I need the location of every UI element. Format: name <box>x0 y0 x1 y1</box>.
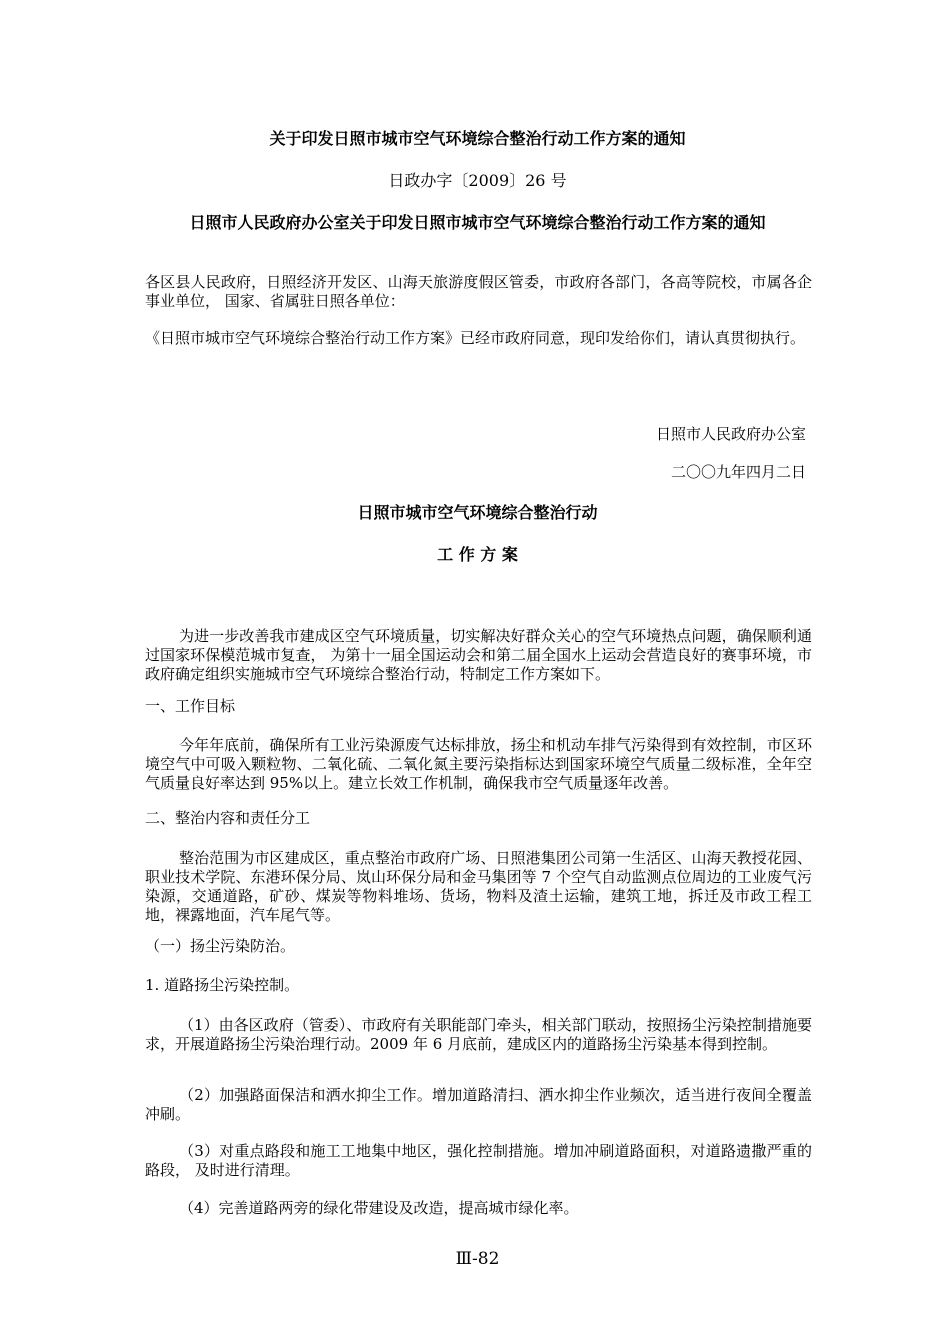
plan-subtitle: 工 作 方 案 <box>437 545 518 564</box>
notice-title: 关于印发日照市城市空气环境综合整治行动工作方案的通知 <box>269 129 686 148</box>
section-heading-goals: 一、工作目标 <box>145 697 236 715</box>
measure-paragraph-3: （3）对重点路段和施工工地集中地区，强化控制措施。增加冲刷道路面积，对道路遗撒严重的路段， 及时进行清理。 <box>145 1142 812 1179</box>
tasks-paragraph: 整治范围为市区建成区，重点整治市政府广场、日照港集团公司第一生活区、山海天教授花园、职业技术学院、东港环保分局、岚山环保分局和金马集团等 7 个空气自动监测点位周边的工业废气污染源，交通道路，矿砂、煤炭等物料堆场、货场，物料及渣土运输，建筑工地，拆迁及市政工程工地，裸露地面，汽车尾气等。 <box>145 849 812 924</box>
issuer-signature: 日照市人民政府办公室 <box>655 425 806 443</box>
notice-body-paragraph: 《日照市城市空气环境综合整治行动工作方案》已经市政府同意，现印发给你们，请认真贯彻执行。 <box>145 329 806 347</box>
measure-paragraph-4: （4）完善道路两旁的绿化带建设及改造，提高城市绿化率。 <box>179 1199 579 1217</box>
notice-heading: 日照市人民政府办公室关于印发日照市城市空气环境综合整治行动工作方案的通知 <box>189 213 766 232</box>
issue-date: 二〇〇九年四月二日 <box>670 463 806 481</box>
recipients-paragraph: 各区县人民政府，日照经济开发区、山海天旅游度假区管委，市政府各部门，各高等院校，市属各企事业单位， 国家、省属驻日照各单位： <box>145 273 812 310</box>
measure-paragraph-1: （1）由各区政府（管委）、市政府有关职能部门牵头，相关部门联动，按照扬尘污染控制措施要求，开展道路扬尘污染治理行动。2009 年 6 月底前，建成区内的道路扬尘污染基本得到控制。 <box>145 1016 812 1053</box>
section-heading-tasks: 二、整治内容和责任分工 <box>145 809 311 827</box>
intro-paragraph: 为进一步改善我市建成区空气环境质量，切实解决好群众关心的空气环境热点问题，确保顺利通过国家环保模范城市复查， 为第十一届全国运动会和第二届全国水上运动会营造良好的赛事环境，市政府确定组织实施城市空气环境综合整治行动，特制定工作方案如下。 <box>145 627 812 683</box>
subsection-heading-dust: （一）扬尘污染防治。 <box>145 937 296 955</box>
goals-paragraph: 今年年底前，确保所有工业污染源废气达标排放，扬尘和机动车排气污染得到有效控制，市区环境空气中可吸入颗粒物、二氧化硫、二氧化氮主要污染指标达到国家环境空气质量二级标准，全年空气质量良好率达到 95%以上。建立长效工作机制，确保我市空气质量逐年改善。 <box>145 736 812 792</box>
page-number: Ⅲ-82 <box>455 1249 500 1269</box>
plan-title: 日照市城市空气环境综合整治行动 <box>357 503 598 522</box>
measure-paragraph-2: （2）加强路面保洁和洒水抑尘工作。增加道路清扫、洒水抑尘作业频次，适当进行夜间全覆盖冲刷。 <box>145 1086 812 1123</box>
item-heading-road-dust: 1. 道路扬尘污染控制。 <box>145 976 300 994</box>
document-number: 日政办字〔2009〕26 号 <box>388 171 567 190</box>
